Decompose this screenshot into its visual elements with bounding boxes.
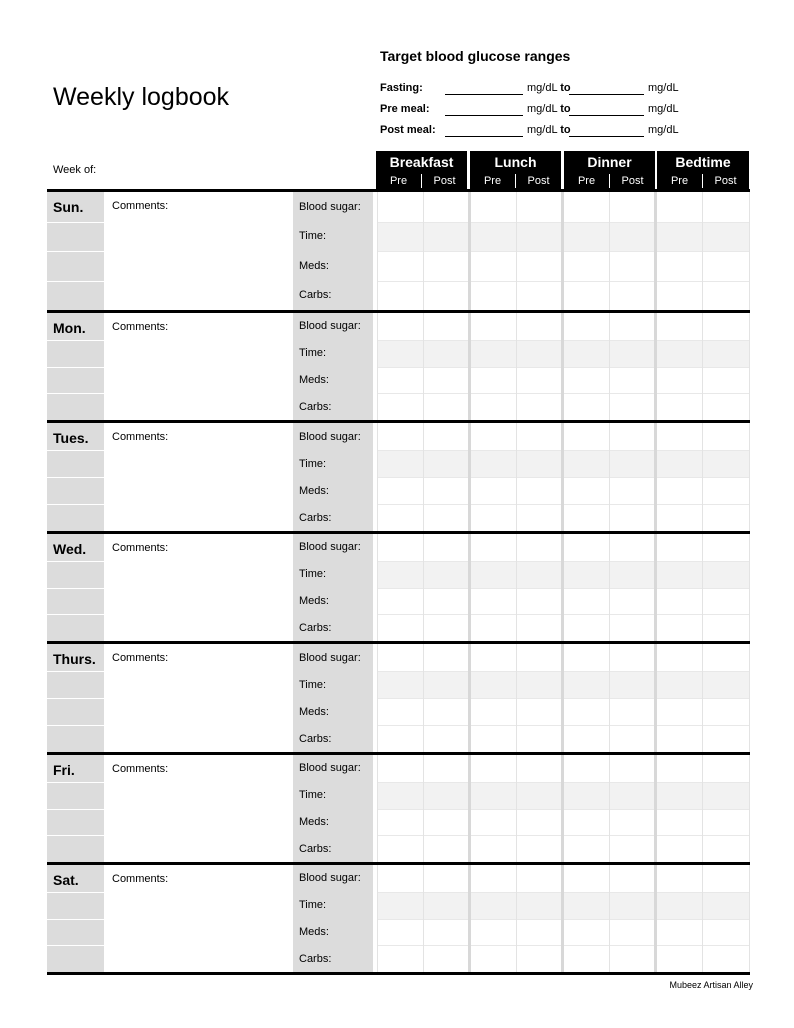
comments-label: Comments:	[112, 431, 169, 443]
column-divider	[609, 313, 610, 420]
day-row-separator	[47, 919, 104, 920]
time-label: Time:	[299, 230, 327, 242]
column-divider	[468, 313, 471, 420]
meal-name: Lunch	[494, 154, 537, 170]
column-divider	[749, 644, 750, 752]
column-divider	[654, 192, 657, 310]
unit-to: mg/dL to	[527, 124, 571, 136]
day-divider-rule	[47, 641, 750, 644]
meal-header-dinner	[564, 151, 655, 189]
column-divider	[377, 644, 378, 752]
unit-to: mg/dL to	[527, 103, 571, 115]
target-ranges-title: Target blood glucose ranges	[380, 48, 571, 64]
day-row-separator	[47, 782, 104, 783]
day-name: Tues.	[53, 430, 89, 446]
column-divider	[609, 755, 610, 862]
column-divider	[516, 192, 517, 310]
day-divider-rule	[47, 531, 750, 534]
column-divider	[377, 865, 378, 972]
column-divider	[702, 192, 703, 310]
day-row-separator	[47, 725, 104, 726]
blood-sugar-label: Blood sugar:	[299, 541, 361, 553]
carbs-label: Carbs:	[299, 733, 332, 745]
time-label: Time:	[299, 568, 327, 580]
column-divider	[654, 755, 657, 862]
column-divider	[516, 644, 517, 752]
pre-label: Pre	[657, 174, 703, 188]
blood-sugar-label: Blood sugar:	[299, 652, 361, 664]
column-divider	[423, 423, 424, 531]
low-value-line[interactable]	[445, 94, 523, 95]
column-divider	[702, 313, 703, 420]
blood-sugar-label: Blood sugar:	[299, 431, 361, 443]
post-label: Post	[527, 175, 550, 187]
low-value-line[interactable]	[445, 115, 523, 116]
column-divider	[702, 534, 703, 641]
target-label: Fasting:	[380, 82, 423, 94]
day-divider-rule	[47, 862, 750, 865]
column-divider	[749, 423, 750, 531]
column-divider	[377, 313, 378, 420]
column-divider	[561, 534, 564, 641]
unit-to: mg/dL to	[527, 82, 571, 94]
unit: mg/dL	[648, 124, 679, 136]
column-divider	[516, 313, 517, 420]
footer-credit: Mubeez Artisan Alley	[669, 980, 753, 990]
day-row-separator	[47, 367, 104, 368]
column-divider	[609, 192, 610, 310]
carbs-label: Carbs:	[299, 953, 332, 965]
day-row-separator	[47, 835, 104, 836]
column-divider	[702, 644, 703, 752]
day-name: Thurs.	[53, 651, 96, 667]
meal-header-breakfast	[376, 151, 467, 189]
day-divider-rule	[47, 310, 750, 313]
day-divider-rule	[47, 189, 750, 192]
day-row-separator	[47, 251, 104, 252]
meal-header-lunch	[470, 151, 561, 189]
post-label: Post	[621, 175, 644, 187]
column-divider	[609, 644, 610, 752]
day-row-separator	[47, 393, 104, 394]
day-row-separator	[47, 671, 104, 672]
time-label: Time:	[299, 347, 327, 359]
time-label: Time:	[299, 458, 327, 470]
column-divider	[561, 423, 564, 531]
column-divider	[561, 644, 564, 752]
column-divider	[609, 865, 610, 972]
carbs-label: Carbs:	[299, 622, 332, 634]
meds-label: Meds:	[299, 926, 329, 938]
blood-sugar-label: Blood sugar:	[299, 762, 361, 774]
column-divider	[468, 644, 471, 752]
unit: mg/dL	[648, 82, 679, 94]
day-name: Sat.	[53, 872, 79, 888]
column-divider	[423, 192, 424, 310]
meal-name: Breakfast	[389, 154, 454, 170]
day-row-separator	[47, 809, 104, 810]
column-divider	[749, 755, 750, 862]
column-divider	[468, 865, 471, 972]
day-name: Mon.	[53, 320, 86, 336]
day-row-separator	[47, 222, 104, 223]
day-row-separator	[47, 892, 104, 893]
comments-label: Comments:	[112, 321, 169, 333]
week-of-label: Week of:	[53, 164, 97, 176]
column-divider	[749, 313, 750, 420]
comments-label: Comments:	[112, 763, 169, 775]
day-row-separator	[47, 504, 104, 505]
meds-label: Meds:	[299, 485, 329, 497]
high-value-line[interactable]	[569, 136, 644, 137]
carbs-label: Carbs:	[299, 401, 332, 413]
column-divider	[516, 755, 517, 862]
column-divider	[423, 644, 424, 752]
meds-label: Meds:	[299, 374, 329, 386]
day-row-separator	[47, 588, 104, 589]
day-name: Fri.	[53, 762, 75, 778]
time-label: Time:	[299, 679, 327, 691]
day-row-separator	[47, 340, 104, 341]
column-divider	[654, 644, 657, 752]
day-name: Wed.	[53, 541, 87, 557]
column-divider	[609, 534, 610, 641]
comments-label: Comments:	[112, 200, 169, 212]
pre-label: Pre	[470, 174, 516, 188]
day-name: Sun.	[53, 199, 84, 215]
column-divider	[377, 423, 378, 531]
meal-name: Bedtime	[675, 154, 731, 170]
meds-label: Meds:	[299, 260, 329, 272]
day-divider-rule	[47, 752, 750, 755]
time-label: Time:	[299, 789, 327, 801]
column-divider	[423, 313, 424, 420]
meds-label: Meds:	[299, 816, 329, 828]
column-divider	[654, 423, 657, 531]
column-divider	[468, 423, 471, 531]
column-divider	[468, 192, 471, 310]
column-divider	[468, 534, 471, 641]
column-divider	[654, 313, 657, 420]
column-divider	[561, 865, 564, 972]
page-title: Weekly logbook	[53, 83, 230, 111]
day-row-separator	[47, 561, 104, 562]
column-divider	[377, 755, 378, 862]
high-value-line[interactable]	[569, 115, 644, 116]
meal-name: Dinner	[587, 154, 632, 170]
column-divider	[749, 534, 750, 641]
day-row-separator	[47, 698, 104, 699]
post-label: Post	[433, 175, 456, 187]
pre-label: Pre	[376, 174, 422, 188]
column-divider	[423, 534, 424, 641]
meds-label: Meds:	[299, 595, 329, 607]
pre-label: Pre	[564, 174, 610, 188]
blood-sugar-label: Blood sugar:	[299, 320, 361, 332]
high-value-line[interactable]	[569, 94, 644, 95]
low-value-line[interactable]	[445, 136, 523, 137]
column-divider	[654, 534, 657, 641]
blood-sugar-label: Blood sugar:	[299, 872, 361, 884]
column-divider	[702, 755, 703, 862]
column-divider	[561, 192, 564, 310]
meds-label: Meds:	[299, 706, 329, 718]
day-row-separator	[47, 281, 104, 282]
column-divider	[423, 865, 424, 972]
column-divider	[749, 865, 750, 972]
column-divider	[702, 423, 703, 531]
column-divider	[609, 423, 610, 531]
comments-label: Comments:	[112, 873, 169, 885]
meal-header-bedtime	[657, 151, 749, 189]
post-label: Post	[714, 175, 737, 187]
column-divider	[516, 865, 517, 972]
column-divider	[377, 534, 378, 641]
day-row-separator	[47, 477, 104, 478]
day-row-separator	[47, 945, 104, 946]
carbs-label: Carbs:	[299, 843, 332, 855]
unit: mg/dL	[648, 103, 679, 115]
column-divider	[561, 313, 564, 420]
column-divider	[377, 192, 378, 310]
time-label: Time:	[299, 899, 327, 911]
day-divider-rule	[47, 420, 750, 423]
column-divider	[702, 865, 703, 972]
day-row-separator	[47, 614, 104, 615]
column-divider	[654, 865, 657, 972]
comments-label: Comments:	[112, 542, 169, 554]
target-label: Pre meal:	[380, 103, 430, 115]
comments-label: Comments:	[112, 652, 169, 664]
column-divider	[423, 755, 424, 862]
blood-sugar-label: Blood sugar:	[299, 201, 361, 213]
column-divider	[516, 423, 517, 531]
carbs-label: Carbs:	[299, 289, 332, 301]
carbs-label: Carbs:	[299, 512, 332, 524]
column-divider	[561, 755, 564, 862]
column-divider	[516, 534, 517, 641]
day-row-separator	[47, 450, 104, 451]
column-divider	[468, 755, 471, 862]
day-divider-rule	[47, 972, 750, 975]
column-divider	[749, 192, 750, 310]
target-label: Post meal:	[380, 124, 436, 136]
